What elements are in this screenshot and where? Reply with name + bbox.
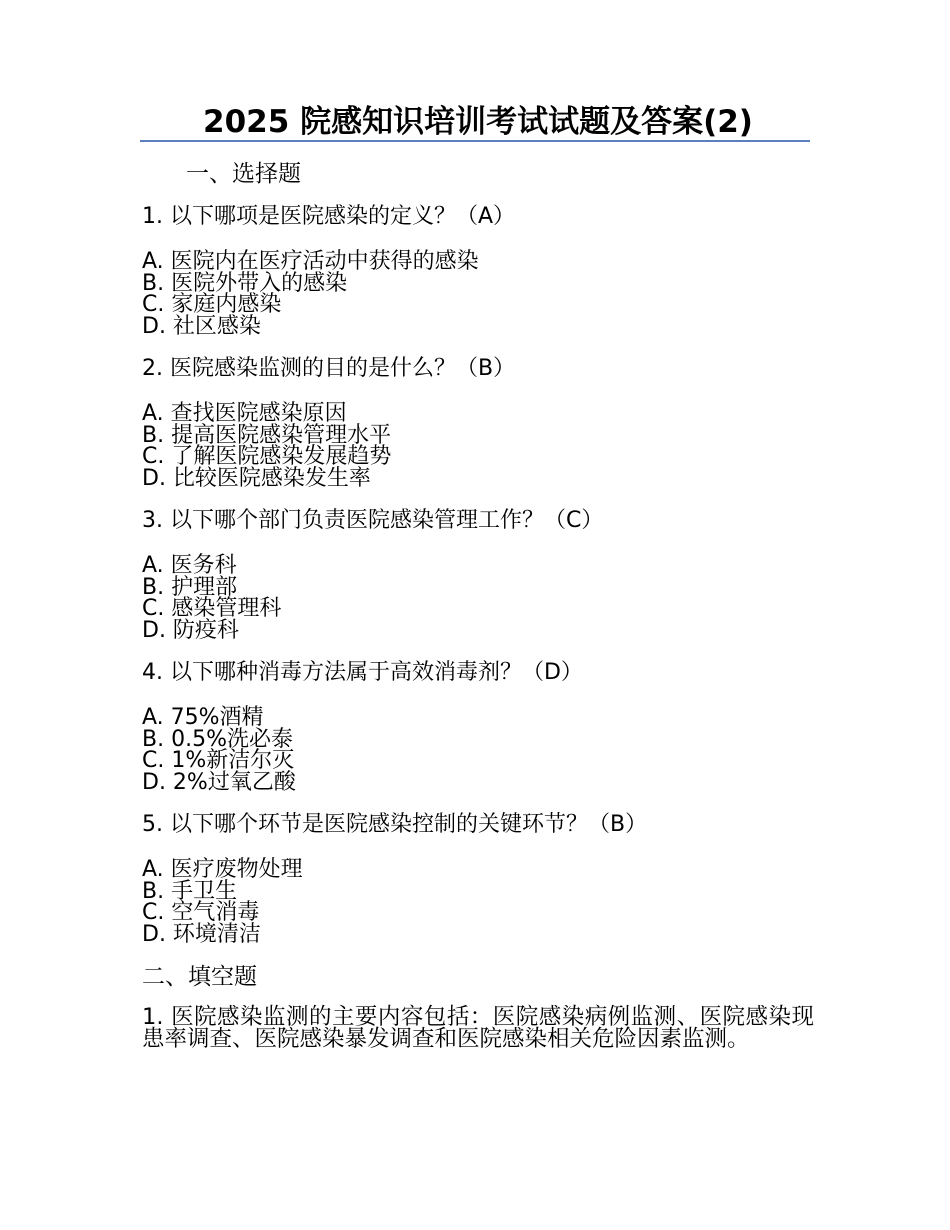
option-1b: B. 医院外带入的感染 — [142, 270, 348, 296]
options-4 — [142, 707, 296, 793]
option-2a: A. 查找医院感染原因 — [142, 401, 347, 426]
question-3: 3. 以下哪个部门负责医院感染管理工作？（C） — [142, 508, 604, 533]
option-3b: B. 护理部 — [142, 574, 238, 600]
option-4c: C. 1%新洁尔灭 — [142, 748, 295, 773]
option-5d: D. 环境清洁 — [142, 921, 261, 947]
page-title: 2025 院感知识培训考试试题及答案(2) — [203, 104, 753, 140]
section-heading-fill: 二、填空题 — [142, 964, 257, 990]
options-5 — [142, 859, 303, 945]
option-1c: C. 家庭内感染 — [142, 292, 282, 317]
option-3a: A. 医务科 — [142, 553, 237, 578]
option-1d: D. 社区感染 — [142, 313, 261, 339]
question-1: 1. 以下哪项是医院感染的定义？（A） — [142, 204, 516, 229]
title-block — [140, 104, 810, 142]
option-5c: C. 空气消毒 — [142, 900, 260, 925]
option-5b: B. 手卫生 — [142, 878, 238, 904]
options-1 — [142, 251, 479, 337]
option-5a: A. 医疗废物处理 — [142, 857, 303, 882]
options-2 — [142, 403, 391, 489]
option-2d: D. 比较医院感染发生率 — [142, 465, 371, 491]
option-4a: A. 75%酒精 — [142, 705, 264, 730]
option-3c: C. 感染管理科 — [142, 596, 282, 621]
option-2c: C. 了解医院感染发展趋势 — [142, 444, 392, 469]
fill-blank-1: 1. 医院感染监测的主要内容包括：医院感染病例监测、医院感染现患率调查、医院感染暴发调查和医院感染相关危险因素监测。 — [142, 1004, 814, 1052]
option-3d: D. 防疫科 — [142, 617, 239, 643]
option-4d: D. 2%过氧乙酸 — [142, 769, 296, 795]
question-2: 2. 医院感染监测的目的是什么？（B） — [142, 356, 516, 381]
options-3 — [142, 555, 281, 641]
option-1a: A. 医院内在医疗活动中获得的感染 — [142, 249, 479, 274]
question-5: 5. 以下哪个环节是医院感染控制的关键环节？（B） — [142, 812, 648, 837]
option-2b: B. 提高医院感染管理水平 — [142, 422, 392, 448]
section-heading-choice: 一、选择题 — [186, 161, 301, 187]
question-4: 4. 以下哪种消毒方法属于高效消毒剂？（D） — [142, 660, 583, 685]
option-4b: B. 0.5%洗必泰 — [142, 726, 293, 752]
